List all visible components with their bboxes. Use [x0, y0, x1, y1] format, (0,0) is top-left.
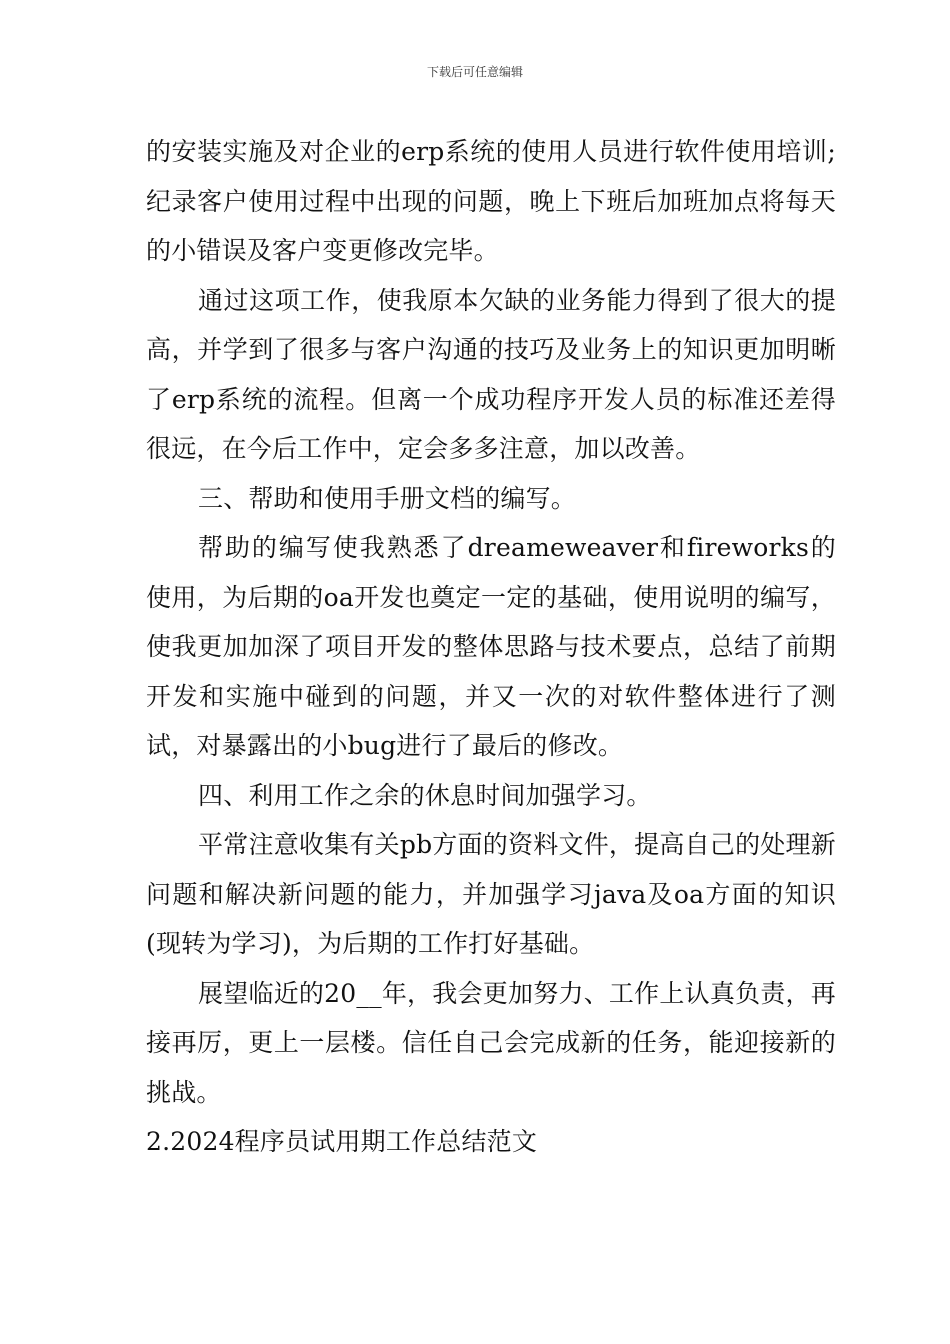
document-body — [146, 127, 836, 1167]
article-title: 2.2024程序员试用期工作总结范文 — [146, 1127, 538, 1156]
page-header: 下载后可任意编辑 — [426, 65, 523, 79]
section-heading-4: 四、利用工作之余的休息时间加强学习。 — [198, 780, 652, 810]
paragraph-help-docs: 帮助的编写使我熟悉了dreameweaver和fireworks的使用，为后期的oa开发也奠定一定的基础，使用说明的编写，使我更加加深了项目开发的整体思路与技术要点，总结了前期开发和实施中碰到的问题，并又一次的对软件整体进行了测试，对暴露出的小bug进行了最后的修改。 — [146, 533, 836, 760]
paragraph-work-reflection: 通过这项工作，使我原本欠缺的业务能力得到了很大的提高，并学到了很多与客户沟通的技巧及业务上的知识更加明晰了erp系统的流程。但离一个成功程序开发人员的标准还差得很远，在今后工作中，定会多多注意，加以改善。 — [146, 285, 836, 463]
section-heading-3: 三、帮助和使用手册文档的编写。 — [198, 483, 577, 513]
paragraph-outlook: 展望临近的20__年，我会更加努力、工作上认真负责，再接再厉，更上一层楼。信任自己会完成新的任务，能迎接新的挑战。 — [146, 978, 836, 1107]
paragraph-continuation: 的安装实施及对企业的erp系统的使用人员进行软件使用培训;纪录客户使用过程中出现的问题，晚上下班后加班加点将每天的小错误及客户变更修改完毕。 — [146, 137, 836, 265]
paragraph-study: 平常注意收集有关pb方面的资料文件，提高自己的处理新问题和解决新问题的能力，并加强学习java及oa方面的知识(现转为学习)，为后期的工作打好基础。 — [146, 830, 836, 958]
